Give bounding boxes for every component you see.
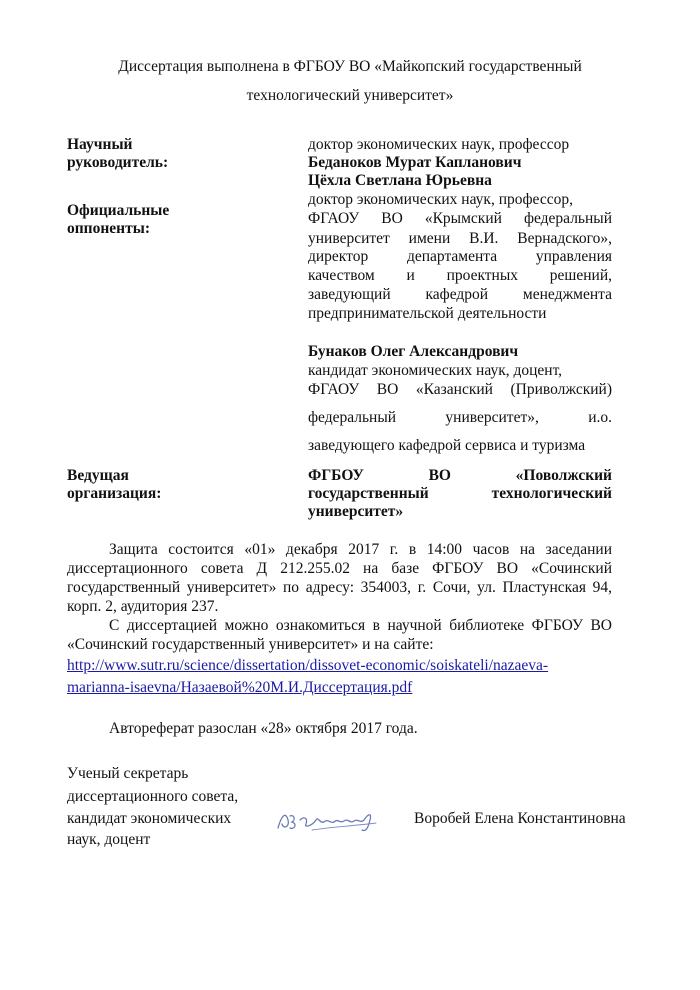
opponent-1-name: Цёхла Светлана Юрьевна xyxy=(308,172,492,189)
lead-org-line: университет» xyxy=(308,503,404,520)
opponents-label-1: Официальные xyxy=(67,202,170,219)
defense-line: государственный университет» по адресу: 354003, г. Сочи, ул. Пластунская 94, xyxy=(67,579,612,596)
opponents-label-2: оппоненты: xyxy=(67,220,150,237)
supervisor-degree: доктор экономических наук, профессор xyxy=(308,136,570,153)
opponent-1-line: качеством и проектных решений, xyxy=(308,267,612,284)
abstract-sent-notice: Автореферат разослан «28» октября 2017 года. xyxy=(109,720,418,737)
lead-org-line: государственный технологический xyxy=(308,485,612,502)
secretary-line: диссертационного совета, xyxy=(67,788,239,805)
library-line: «Сочинский государственный университет» и на сайте: xyxy=(67,636,434,653)
secretary-line: Ученый секретарь xyxy=(67,765,189,782)
handwritten-signature xyxy=(272,806,382,836)
secretary-name: Воробей Елена Константиновна xyxy=(414,810,626,827)
opponent-2-name: Бунаков Олег Александрович xyxy=(308,343,519,360)
library-line: С диссертацией можно ознакомиться в научной библиотеке ФГБОУ ВО xyxy=(109,617,612,634)
supervisor-name: Беданоков Мурат Капланович xyxy=(308,154,522,171)
supervisor-label-1: Научный xyxy=(67,136,133,153)
opponent-1-line: предпринимательской деятельности xyxy=(308,305,547,322)
opponent-2-line: ФГАОУ ВО «Казанский (Приволжский) xyxy=(308,381,612,398)
opponent-1-line: университет имени В.И. Вернадского», xyxy=(308,230,612,247)
defense-line: корп. 2, аудитория 237. xyxy=(67,598,219,615)
opponent-2-line: федеральный университет», и.о. xyxy=(308,409,612,426)
dissertation-link-line-1[interactable]: http://www.sutr.ru/science/dissertation/dissovet-economic/soiskateli/nazaeva- xyxy=(67,657,549,674)
opponent-2-line: заведующего кафедрой сервиса и туризма xyxy=(308,437,586,454)
opponent-1-line: директор департамента управления xyxy=(308,248,612,265)
lead-org-label-2: организация: xyxy=(67,485,162,502)
defense-line: диссертационного совета Д 212.255.02 на базе ФГБОУ ВО «Сочинский xyxy=(67,560,612,577)
dissertation-link-line-2[interactable]: marianna-isaevna/Назаевой%20М.И.Диссертация.pdf xyxy=(67,679,413,696)
secretary-line: кандидат экономических xyxy=(67,810,232,827)
header-line-2: технологический университет» xyxy=(246,87,454,104)
header-line-1: Диссертация выполнена в ФГБОУ ВО «Майкопский государственный xyxy=(118,58,582,75)
secretary-line: наук, доцент xyxy=(67,831,151,848)
lead-org-label-1: Ведущая xyxy=(67,467,129,484)
opponent-2-line: кандидат экономических наук, доцент, xyxy=(308,362,563,379)
opponent-1-line: доктор экономических наук, профессор, xyxy=(308,191,573,208)
opponent-1-line: ФГАОУ ВО «Крымский федеральный xyxy=(308,210,612,227)
opponent-1-line: заведующий кафедрой менеджмента xyxy=(308,286,612,303)
lead-org-line: ФГБОУ ВО «Поволжский xyxy=(308,467,612,484)
defense-line: Защита состоится «01» декабря 2017 г. в 14:00 часов на заседании xyxy=(109,541,612,558)
supervisor-label-2: руководитель: xyxy=(67,154,169,171)
